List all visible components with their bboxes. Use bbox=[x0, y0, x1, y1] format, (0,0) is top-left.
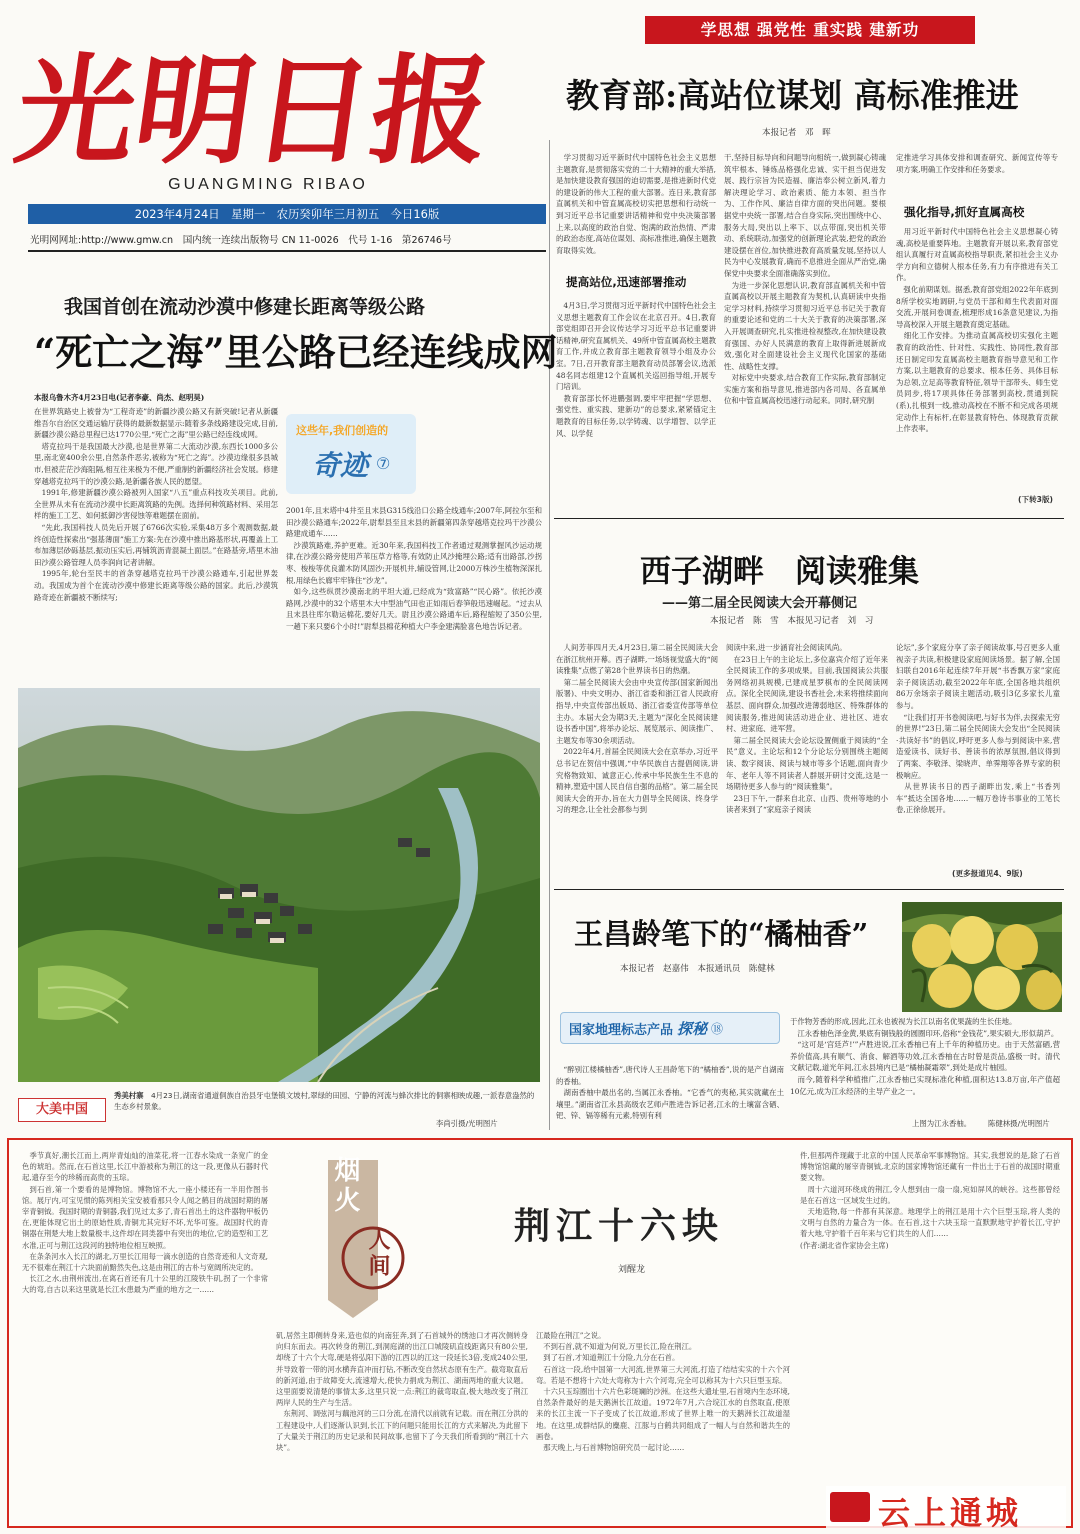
jingjiang-col1: 季节真好,潮长江而上,两岸青灿灿的油菜花,将一江春水染成一条宽广的金色的琥珀。然而,在石首这里,长江中游被称为荆江的这一段,更像从石器时代起,遗存至今的珍稀而高贵的玉琮。 到石首,第一个要看的是博物馆。博物馆不大,一座小楼还有一半用作图书馆。展厅内,可宝见惯的陈列相关宝安被看那只令人闻之鹤目的战国时期的屠宰青铜钺。我国时期的青铜器,我们见过太多了,青石首出土的这件器物甲板仍在,更能体现它出土的原始性质,青铜尤其完好不坏,光华可鉴。战国时代的青铜器在荆楚大地上数量极丰,这件却在同类器中有突出的地位,它的造型和工艺水准,正可与荆江这段河的独特地位相互映照。 在条条河水入长江的湖北,万里长江用每一滴水创造的自然奇迹和人文奇观,无不很难在荆江十六块面前黯然失色,这是由荆江的古朴与宽阔所决定的。 长江之水,由荆州流出,在离石首还有几十公里的江陵铁牛矶,拐了一个非常大的弯,自古以来这里就是长江水患最为严重的地方之一…… bbox=[22, 1151, 268, 1295]
road-kicker: 我国首创在流动沙漠中修建长距离等级公路 bbox=[64, 296, 426, 318]
orange-photo-caption: 上图为江永香柚。 bbox=[912, 1119, 972, 1128]
beautiful-china-text: 大美中国 bbox=[35, 1102, 88, 1117]
edu-col2: 干,坚持目标导向和问题导向相统一,做到凝心铸魂筑牢根本、锤炼品格强化忠诚、实干担当促进发展、践行宗旨为民造福、廉洁奉公树立新风,着力解决理论学习、政治素质、能力本领、担当作为、工作作风、廉洁自律方面的突出问题。要根据党中央统一部署,结合自身实际,突出围绕中心、服务大局,突出以上率下、以点带面,突出机关带动、系统联动,加强党的创新理论武装,把党的政治建设摆在首位,加快推进教育高质量发展,坚持以人民为中心发展教育,确而不息推进全面从严治党,确保党中央要求全面准确落实到位。 为进一步深化思想认识,教育部直属机关和中管直属高校以开展主题教育为契机,认真研读中央指定学习材料,持续学习贯彻习近平总书记关于教育的重要论述和党的二十大关于教育的决策部署,深入开展调查研究,扎实推进检视整改,在加快建设教育强国、办好人民满意的教育上取得新进展新成效,强化对全面建设社会主义现代化国家的基础性、战略性支撑。 对标党中央要求,结合教育工作实际,教育部制定实施方案和指导意见,推进部内各司局、各直属单位和中管直属高校迅速行动起来。同时,研究制 bbox=[724, 153, 886, 406]
slogan-banner: 学思想 强党性 重实践 建新功 bbox=[645, 16, 975, 44]
masthead-rule bbox=[28, 250, 546, 252]
watermark bbox=[826, 1486, 1066, 1532]
reading-subtitle: ——第二届全民阅读大会开幕侧记 bbox=[662, 596, 858, 611]
orange-photo-credit: 陈健林摄/光明图片 bbox=[988, 1119, 1050, 1128]
orange-col2: 于作物芳香的形成,因此,江永也被视为长江以南名优果蔬的生长佳地。 江永香柚色泽金黄,果底有铜钱般的圆圈印环,俗称“金钱花”,果实硕大,形似葫芦。 “这可是‘宫廷芦!’”卢胜进说,江永香柚已有上千年的种植历史。由于天然富硒,营养价值高,具有顺气、消食、解酒等功效,江永香柚在古时曾是贡品,盛极一时。清代文献记载,道光年间,江永县境内已是“橘柚凝霜翠”,到处是成片柚园。 而今,随着科学种植推广,江永香柚已实现标准化种植,面积达13.8万亩,年产值超10亿元,成为江永经济的主导产业之一。 bbox=[790, 1017, 1060, 1096]
masthead-pinyin: GUANGMING RIBAO bbox=[168, 176, 368, 193]
village-photo bbox=[18, 688, 540, 1082]
website-text[interactable]: 光明网网址:http://www.gmw.cn bbox=[30, 235, 174, 246]
reading-col2: 阅读中来,进一步涵育社会阅读风尚。 在23日上午的主论坛上,多位嘉宾介绍了近年来全民阅读工作的多项成果。目前,我国阅读公共服务网络初具规模,已建成星罗棋布的全民阅读网点。深化全民阅读,建设书香社会,未来将推续面向基层、面向群众,加强改进薄弱地区、特殊群体的阅读服务,推进阅读活动进企业、进社区、进农村、进家庭、进军营。 第二届全民阅读大会论坛设置侧重于阅读的“全民”意义。主论坛和12个分论坛分别围绕主题阅读、数字阅读、阅读与城市等多个话题,面向青少年、老年人等不同读者人群展开研讨交流,这是一场期待更多人参与的“阅读雅集”。 23日下午,一群来自北京、山西、贵州等地的小读者来到了“家庭亲子阅读 bbox=[726, 643, 888, 815]
edu-col1b: 4月3日,学习贯彻习近平新时代中国特色社会主义思想主题教育工作会议在北京召开。4日,教育部党组即召开会议传达学习习近平总书记重要讲话精神,研究直属机关、49所中管直属高校主题教育工作,并成立教育部主题教育领导小组及办公室。7日,召开教育部主题教育动员部署会议,选派48名同志组建12个直属机关巡回指导组,开展专门培训。 教育部部长怀进鹏强调,要牢牢把握“学思想、强党性、重实践、建新功”的总要求,紧紧锚定主题教育的目标任务,以学铸魂、以学增智、以学正风、以学促 bbox=[556, 301, 716, 438]
orange-byline: 本报记者 赵嘉伟 本报通讯员 陈健林 bbox=[620, 964, 775, 974]
road-col2: 2001年,且末塔中4井至且末县G315线沿口公路全线通车;2007年,阿拉尔至和田沙漠公路通车;2022年,尉犁县至且末县的新疆第四条穿越塔克拉玛干沙漠公路建成通车…… 沙漠筑路难,养护更难。近30年来,我国科技工作者通过观测掌握风沙运动规律,在沙漠公路旁使用芦苇压草方格等,有效防止风沙掩埋公路;适有出路部,沙拐枣、梭梭等优良灌木防风固沙;开展机井,辅设管网,让2000万株沙生植物深深扎根,用绿色长廊牢牢锋住“沙龙”。 如今,这些纵贯沙漠南北的平坦大道,已经成为“致富路”“民心路”。依托沙漠路网,沙漠中的32个塔里木大中型油气田也正如雨后春笋般迅速崛起。“过去从且末县往库尔勒运棉花,要好几天。尉且沙漠公路通车后,路程缩短了350公里,一趟下来只要6个小时!”尉犁县棉花种植大户李金建满脸喜色地告诉记者。 bbox=[286, 506, 542, 631]
edu-subhead-2: 强化指导,抓好直属高校 bbox=[904, 205, 1025, 219]
reading-col3: 论坛”,多个家庭分享了亲子阅读故事,号召更多人重视亲子共读,积极建设家庭阅读场景。据了解,全国妇联自2016年起连续7年开展“书香飘万家”家庭亲子阅读活动,截至2022年年底,全国各地共组织86万余场亲子阅读主题活动,吸引3亿多家长儿童参与。 “让我们打开书卷阅读吧,与好书为伴,去探索无穷的世界!”23日,第二届全民阅读大会发出“全民阅读·共读好书”的倡议,呼吁更多人参与到阅读中来,营造爱读书、读好书、善读书的浓厚氛围,倡议得到了两案、李敬泽、梁晓声、单霁翔等各界专家的积极响应。 从世界读书日的西子湖畔出发,乘上“书香列车”抵达全国各地……一幅万卷诗书事业的工笔长卷,正徐徐展开。 bbox=[896, 643, 1060, 815]
road-col1: 在世界筑路史上被誉为“工程奇迹”的新疆沙漠公路又有新突破!记者从新疆维吾尔自治区交通运输厅获得的最新数据显示:随着多条线路建设完成,目前,新疆沙漠公路总里程已达1770公里,“死亡之海”里公路已经连线成网。 塔克拉玛干是我国最大沙漠,也是世界第二大流动沙漠,东西长1000多公里,南北宽400余公里,自然条件恶劣,被称为“死亡之海”。沙漠边缘很多县城市,但被茫茫沙海阻隔,相互往来极为不便,严重制约新疆经济社会发展。修建穿越塔克拉玛干的沙漠公路,是新疆各族人民的愿望。 1991年,修建新疆沙漠公路被列入国家“八五”重点科技攻关项目。此前,全世界从未有在流动沙漠中长距离筑路的先例。选择何种筑路材料、采用怎样的施工工艺、如何抵御沙害侵蚀等难题摆在面前。 “先此,我国科技人员先后开展了6766次实验,采集48万多个观测数据,最终创造性探索出“强基薄面”施工方案:先在沙漠中推出路基形状,再覆盖上工布加薄层砂砾基层,振动压实后,再铺筑沥青混凝土面层。”在路基旁,塔里木油田沙漠公路管理人员李润向记者讲解。 1995年,轮台至民丰的首条穿越塔克拉玛干沙漠公路通车,引起世界轰动。我国成为首个在流动沙漠中修建长距离等级公路的国家。此后,沙漠筑路奇迹在新疆被不断续写; bbox=[34, 407, 278, 602]
road-headline[interactable]: “死亡之海”里公路已经连线成网 bbox=[34, 330, 558, 374]
newspaper-masthead-logo bbox=[8, 10, 500, 185]
village-credit: 李尚引摄/光明图片 bbox=[436, 1119, 498, 1128]
edu-col3b: 用习近平新时代中国特色社会主义思想凝心铸魂,高校是重要阵地。主题教育开展以来,教育部党组认真履行对直属高校指导职责,紧扣社会主义办学方向和立德树人根本任务,有力有序推进有关工作。 强化前期谋划。据悉,教育部党组2022年年底到8所学校实地调研,与党员干部和师生代表面对面交流,开展问卷调查,梳理形成16条意见建议,为指导高校深入开展主题教育奠定基础。 细化工作安排。为推动直属高校切实强化主题教育的政治性、针对性、实践性、协同性,教育部还日制定印发直属高校主题教育指导意见和工作方案,以主题教育的总要求、根本任务、具体目标为总领,立足高等教育特征,领导干部带头、师生党员同步,将17项具体任务部署到高校,贯通到院(系),扎根到一线,推动高校在不断不和完成各项规定动作上有标杆,在彰显教育特色、体现教育贡献上作表率。 bbox=[896, 227, 1058, 434]
village-caption bbox=[114, 1090, 538, 1114]
orange-col1: “醉别江楼橘柚香”,唐代诗人王昌龄笔下的“橘柚香”,说的是产自湖南的香柚。 湖南香柚中最出名的,当属江永香柚。“它香气的夷秘,其实就藏在土壤里。”湖南省江永县高级农艺师卢胜进告诉记者,江永的土壤富含硒、钯、锌、镉等稀有元素,特别有利 bbox=[556, 1065, 784, 1121]
section-divider bbox=[554, 518, 1064, 519]
jingjiang-col2: 矶,居然主即侧转身来,造也似的向南狂奔,到了石首城外的绣池口才再次侧转身向归东而去。再次转身的荆江,到洞庭湖的出江口城陵矶直线距离只有80公里,却绕了十六个大弯,硬是将弘阳下游的江西以的江这一段延长3倍,变成240公里,并导致着一带的河水横奔直冲而打钻,不断改变自然状态原有生产。截弯取直后的新河道,由于故障变大,流速增大,使快力捐成为荆江、湖南两地的重大议题。这里面要说清楚的事情太多,这里只说一点:荆江的裁弯取直,极大地改变了荆江两岸人民的生产与生活。 东荆河、调弦河与藕池河的三口分流,在清代以前就有记载。而在荆江分洪的工程建设中,人们逐渐认识到,长江下的问题只能用长江的方式来解决,为此留下了大量关于荆江的历史记录和民间故事,也留下了今天我们所看到的“荆江十六块”。 bbox=[276, 1331, 528, 1453]
village-caption-title: 秀美村寨 bbox=[114, 1091, 144, 1100]
series-number: ⑱ bbox=[711, 1021, 724, 1036]
publication-info bbox=[30, 232, 550, 246]
edu-col3: 定推进学习具体安排和调查研究、新闻宣传等专项方案,明确工作安排和任务要求。 bbox=[896, 153, 1058, 174]
jingjiang-headline[interactable]: 荆江十六块 bbox=[514, 1205, 725, 1247]
reading-col1: 人间芳菲四月天,4月23日,第二届全民阅读大会在浙江杭州开幕。西子湖畔,一场场视觉盛大的“阅读雅集”点燃了第28个世界读书日的热潮。 第二届全民阅读大会由中央宣传部(国家新闻出版署)、中央文明办、浙江省委和浙江省人民政府指导,中央宣传部出版局、浙江省委宣传部等单位主办。本届大会为期3天,主题为“深化全民阅读建设书香中国”,将举办论坛、展览展示、阅读推广、主题发布等30余项活动。 2022年4月,首届全民阅读大会在京举办,习近平总书记在贺信中强调,“中华民族自古提倡阅读,讲究格物致知、诚意正心,传承中华民族生生不息的精神,塑造中国人民自信自强的品格”。第二届全民阅读大会的开办,旨在大力倡导全民阅读、终身学习的理念,让全社会都参与到 bbox=[556, 643, 718, 815]
edu-jump[interactable]: (下转3版) bbox=[1018, 495, 1054, 504]
watermark-text: 云上通城 bbox=[878, 1494, 1023, 1532]
edu-headline[interactable]: 教育部:高站位谋划 高标准推进 bbox=[566, 76, 1019, 115]
jingjiang-author: 刘醒龙 bbox=[618, 1265, 646, 1275]
miracle-series-line1: 这些年,我们创造的 bbox=[296, 424, 389, 437]
village-caption-text: 4月23日,湖南省通道侗族自治县牙屯堡镇文坡村,翠绿的田园、宁静的河流与蜂次排比的侗寨相映成趣,一派春意盎然的生态乡村景象。 bbox=[114, 1091, 535, 1111]
dateline-bar: 2023年4月24日 星期一 农历癸卯年三月初五 今日16版 bbox=[28, 204, 546, 224]
pomelo-photo bbox=[902, 902, 1062, 1012]
beautiful-china-tag bbox=[18, 1098, 106, 1122]
road-byline-lead: 本报乌鲁木齐4月23日电(记者李豪、尚杰、赵明昊) bbox=[34, 393, 205, 402]
miracle-series-number: ⑦ bbox=[376, 454, 391, 473]
section-divider bbox=[554, 889, 1064, 890]
column-divider bbox=[549, 140, 550, 1130]
orange-headline[interactable]: 王昌龄笔下的“橘柚香” bbox=[574, 917, 869, 951]
masthead-logo-text: 光明日报 bbox=[8, 41, 500, 180]
series-label-2: 探秘 bbox=[677, 1019, 708, 1038]
reading-byline: 本报记者 陈 雪 本报见习记者 刘 习 bbox=[710, 616, 874, 626]
reading-headline[interactable]: 西子湖畔 阅读雅集 bbox=[640, 554, 919, 590]
miracle-series-badge bbox=[286, 414, 416, 494]
edu-subhead-1: 提高站位,迅速部署推动 bbox=[566, 275, 687, 289]
geo-product-series-badge bbox=[560, 1012, 780, 1044]
publication-number: 国内统一连续出版物号 CN 11-0026 代号 1-16 第26746号 bbox=[182, 235, 452, 246]
watermark-logo-icon bbox=[830, 1492, 870, 1522]
reading-jump[interactable]: (更多报道见4、9版) bbox=[952, 869, 1023, 878]
edu-col1: 学习贯彻习近平新时代中国特色社会主义思想主题教育,是贯彻落实党的二十大精神的重大举措,是加快建设教育强国的迫切需要,是推进新时代党的建设新的伟大工程的重大部署。连日来,教育部直属机关和中管直属高校切实把思想和行动统一到习近平总书记重要讲话精神和党中央决策部署上来,以高度的政治自觉、饱满的政治热情、严肃的政治态度,高站位谋划、高标准推进,确保主题教育取得实效。 bbox=[556, 153, 716, 255]
jingjiang-col3: 江最险在荆江”之说。 不到石首,就不知道为何说,万里长江,险在荆江。 到了石首,才知道荆江十分险,九分在石首。 石首这一段,给中国第一大河流,世界第三大河流,打造了结结实实的十六个河弯。若是不想将十六处大弯称为十六个河弯,完全可以称其为十六只巨型玉琮。 十六只玉琮圈出十六片色彩斑斓的沙洲。在这些大遗址里,石首境内生态环境,自然条件最好的是天鹅洲长江故道。1972年7月,六合垸江水的自然取直,使原来的长江主流一下子变成了长江故道,形成了世界上唯一的天鹅洲长江故道湿地。在这里,成群结队的麋鹿、江豚与白鹤共同组成了一幅人与自然和谐共生的画卷。 那天晚上,与石首博物馆研究员一起讨论…… bbox=[536, 1331, 790, 1453]
miracle-series-title: 奇迹 bbox=[312, 449, 369, 482]
jingjiang-col4: 件,但那两件现藏于北京的中国人民革命军事博物馆。其实,我想说的是,除了石首博物馆馆藏的屠宰青铜钺,北京的国家博物馆还藏有一件出土于石首的战国时期重要文物。 周十六道河环绕成的荆江,令人想到由一扇一扇,宛如屏风的峡谷。这些都曾经是在石首这一区域发生过的。 天地造物,每一件都有其深意。地理学上的荆江是用十六个巨型玉琮,将人类的文明与自然的力量合为一体。在石首,这十六块玉琮一直默默地守护着长江,守护着大地,守护着千百年来与它们共生的人们…… (作者:湖北省作家协会主席) bbox=[800, 1151, 1060, 1250]
series-label: 国家地理标志产品 bbox=[569, 1022, 674, 1038]
yanhuo-badge-line2: 人间 bbox=[365, 1228, 391, 1280]
yanhuo-badge-line1: 烟火 bbox=[330, 1156, 360, 1216]
edu-byline: 本报记者 邓 晖 bbox=[762, 128, 831, 138]
